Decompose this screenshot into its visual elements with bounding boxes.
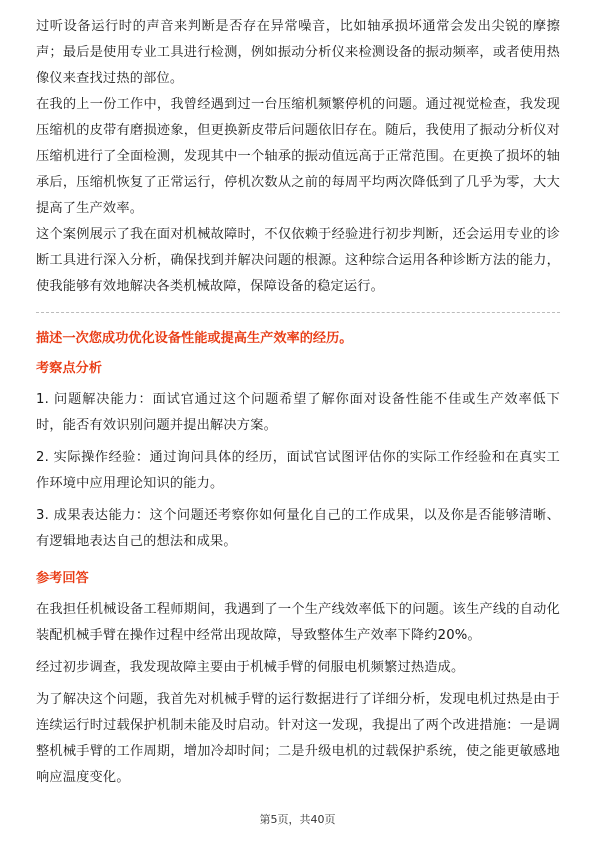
intro-paragraph-3: 这个案例展示了我在面对机械故障时，不仅依赖于经验进行初步判断，还会运用专业的诊断工具进行深入分析，确保找到并解决问题的根源。这种综合运用各种诊断方法的能力，使我能够有效地解决各类机械故障，保障设备的稳定运行。	[36, 227, 560, 294]
page-number-footer: 第5页，共40页	[259, 813, 336, 826]
intro-paragraph-2: 在我的上一份工作中，我曾经遇到过一台压缩机频繁停机的问题。通过视觉检查，我发现压缩机的皮带有磨损迹象，但更换新皮带后问题依旧存在。随后，我使用了振动分析仪对压缩机进行了全面检测，发现其中一个轴承的振动值远高于正常范围。在更换了损坏的轴承后，压缩机恢复了正常运行，停机次数从之前的每周平均两次降低到了几乎为零，大大提高了生产效率。	[36, 97, 560, 216]
analysis-item-2: 2. 实际操作经验：通过询问具体的经历，面试官试图评估你的实际工作经验和在真实工作环境中应用理论知识的能力。	[36, 450, 560, 491]
intro-paragraph-1: 过听设备运行时的声音来判断是否存在异常噪音，比如轴承损坏通常会发出尖锐的摩擦声；最后是使用专业工具进行检测，例如振动分析仪来检测设备的振动频率，或者使用热像仪来查找过热的部位。	[36, 19, 560, 86]
page-content	[36, 14, 560, 791]
answer-heading: 参考回答	[36, 571, 89, 586]
answer-paragraph-2: 经过初步调查，我发现故障主要由于机械手臂的伺服电机频繁过热造成。	[36, 660, 465, 675]
analysis-item-3: 3. 成果表达能力：这个问题还考察你如何量化自己的工作成果，以及你是否能够清晰、有逻辑地表达自己的想法和成果。	[36, 508, 560, 549]
analysis-heading: 考察点分析	[36, 361, 102, 376]
analysis-item-1: 1. 问题解决能力：面试官通过这个问题希望了解你面对设备性能不佳或生产效率低下时，能否有效识别问题并提出解决方案。	[36, 392, 560, 433]
section-divider	[36, 312, 560, 313]
answer-paragraph-3: 为了解决这个问题，我首先对机械手臂的运行数据进行了详细分析，发现电机过热是由于连续运行时过载保护机制未能及时启动。针对这一发现，我提出了两个改进措施：一是调整机械手臂的工作周期，增加冷却时间；二是升级电机的过载保护系统，使之能更敏感地响应温度变化。	[36, 692, 560, 785]
answer-paragraph-1: 在我担任机械设备工程师期间，我遇到了一个生产线效率低下的问题。该生产线的自动化装配机械手臂在操作过程中经常出现故障，导致整体生产效率下降约20%。	[36, 602, 560, 643]
question-title: 描述一次您成功优化设备性能或提高生产效率的经历。	[36, 331, 353, 346]
